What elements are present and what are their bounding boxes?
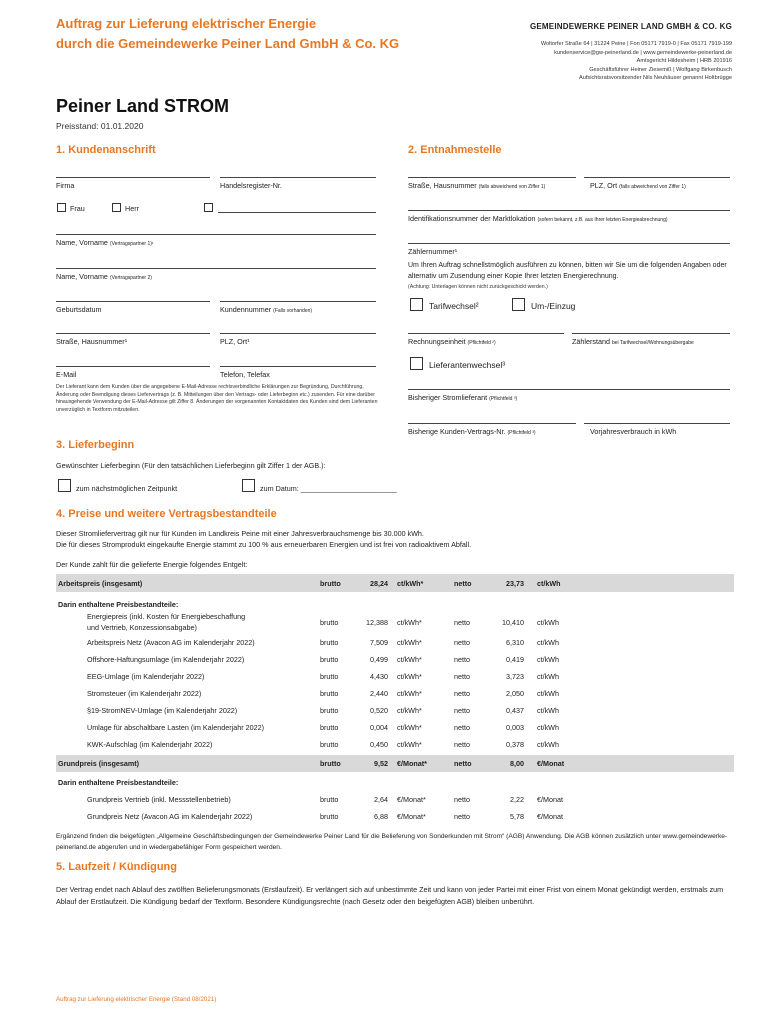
netto-value: 0,378 [506, 740, 524, 749]
herr-label: Herr [125, 204, 139, 213]
brutto-unit: €/Monat* [397, 812, 426, 821]
netto-value: 0,419 [506, 655, 524, 664]
component-label: Offshore-Haftungsumlage (im Kalenderjahr 2022) [87, 655, 245, 664]
netto-unit: ct/kWh [537, 740, 559, 749]
frau-checkbox[interactable] [57, 203, 66, 212]
component-label-line2: und Vertrieb, Konzessionsabgabe) [87, 623, 197, 632]
plz2-label: PLZ, Ort (falls abweichend von Ziffer 1) [590, 181, 686, 190]
component-label: Arbeitspreis Netz (Avacon AG im Kalenderjahr 2022) [87, 638, 255, 647]
company-address: Woltorfer Straße 64 | 31224 Peine | Fon 05171 7919-0 | Fax 05171 7919-199 kundenservice@gw-peinerland.de | www.gemeindewerke-peinerland.de Amtsgericht Hildesheim | HRB 201916 Geschäftsführer Heiner Ziesemiß | Wolfgang Birkenbusch Aufsichtsratsvorsitzender Nils Neuhäuser genannt Holtbrügge [540, 41, 732, 82]
firma-field[interactable] [56, 177, 210, 178]
kundenvertrag-field[interactable] [408, 423, 576, 424]
zaehlerstand-field[interactable] [572, 333, 730, 334]
brutto-label: brutto [320, 706, 339, 715]
netto-unit: ct/kWh [537, 689, 559, 698]
other-salutation-checkbox[interactable] [204, 203, 213, 212]
lieferantenwechsel-label: Lieferantenwechsel³ [429, 360, 506, 370]
brutto-unit: ct/kWh* [397, 689, 422, 698]
netto-value: 10,410 [502, 618, 524, 627]
vorjahresverbrauch-field[interactable] [584, 423, 730, 424]
other-salutation-field[interactable] [218, 212, 376, 213]
netto-unit: €/Monat [537, 812, 563, 821]
section-4-heading: 4. Preise und weitere Vertragsbestandteile [56, 508, 277, 520]
netto-value: 0,003 [506, 723, 524, 732]
handelsregister-label: Handelsregister-Nr. [220, 181, 282, 190]
meter-info-text: Um Ihren Auftrag schnellstmöglich ausführen zu können, bitten wir Sie um die folgenden Angaben oder alternativ um Zusendung einer Kopie Ihrer letzten Energierechnung. [408, 262, 727, 280]
brutto-value: 12,388 [366, 618, 388, 627]
netto-value: 2,050 [506, 689, 524, 698]
plz2-field[interactable] [584, 177, 730, 178]
netto-label: netto [454, 706, 470, 715]
brutto-value: 6,88 [374, 812, 388, 821]
netto-unit: ct/kWh [537, 723, 559, 732]
component-label: Stromsteuer (im Kalenderjahr 2022) [87, 689, 202, 698]
grundpreis-row: Grundpreis (insgesamt) brutto 9,52 €/Monat* netto 8,00 €/Monat [56, 755, 734, 772]
vorjahresverbrauch-label: Vorjahresverbrauch in kWh [590, 427, 677, 436]
brutto-unit: ct/kWh* [397, 706, 422, 715]
preise-text-3: Der Kunde zahlt für die gelieferte Energie folgendes Entgelt: [56, 560, 248, 569]
frau-label: Frau [70, 204, 85, 213]
firma-label: Firma [56, 181, 75, 190]
naechstmoeglich-checkbox[interactable] [58, 479, 71, 492]
section-3-heading: 3. Lieferbeginn [56, 439, 135, 451]
brutto-value: 4,430 [370, 672, 388, 681]
tarifwechsel-checkbox[interactable] [410, 298, 423, 311]
brutto-label: brutto [320, 672, 339, 681]
marktlokation-field[interactable] [408, 210, 730, 211]
brutto-label: brutto [320, 723, 339, 732]
brutto-value: 7,509 [370, 638, 388, 647]
section-2-heading: 2. Entnahmestelle [408, 144, 502, 156]
zaehlerstand-label: Zählerstand bei Tarifwechsel/Wohnungsübergabe [572, 337, 694, 346]
brutto-label: brutto [320, 812, 339, 821]
brutto-unit: €/Monat* [397, 795, 426, 804]
email-legal-note: Der Lieferant kann dem Kunden über die angegebene E-Mail-Adresse rechtsverbindliche Erklärungen zur Begründung, Durchführung, Änderung oder Beendigung dieses Liefervertrags (z. B. Mitteilungen über den Vertrags- oder Lieferbeginn etc.) zusenden. Für eine darüber hinausgehende Verwendung der E-Mail-Adresse gilt Ziffer 8. Änderungen der vorgenannten Kontaktdaten des Kunden sind dem Lieferanten unverzüglich in Textform mitzuteilen. [56, 384, 378, 413]
netto-label: netto [454, 740, 470, 749]
price-component-row [56, 672, 734, 689]
rechnungseinheit-label: Rechnungseinheit (Pflichtfeld ²) [408, 337, 496, 346]
preise-text-2: Die für dieses Stromprodukt eingekaufte Energie stammt zu 100 % aus erneuerbaren Energien und ist frei von radioaktivem Abfall. [56, 540, 472, 549]
zaehlernummer-label: Zählernummer¹ [408, 247, 458, 256]
component-label: KWK-Aufschlag (im Kalenderjahr 2022) [87, 740, 213, 749]
naechstmoeglich-label: zum nächstmöglichen Zeitpunkt [76, 484, 178, 493]
strasse2-field[interactable] [408, 177, 576, 178]
document-title-line1: Auftrag zur Lieferung elektrischer Energie [56, 16, 317, 31]
netto-value: 2,22 [510, 795, 524, 804]
netto-unit: ct/kWh [537, 706, 559, 715]
umzug-label: Um-/Einzug [531, 301, 576, 311]
brutto-value: 0,004 [370, 723, 388, 732]
netto-label: netto [454, 689, 470, 698]
netto-label: netto [454, 812, 470, 821]
brutto-unit: ct/kWh* [397, 655, 422, 664]
laufzeit-text: Der Vertrag endet nach Ablauf des zwölften Belieferungsmonats (Erstlaufzeit). Er verlängert sich auf unbestimmte Zeit und kann von jeder Partei mit einer Frist von einem Monat gekündigt werden, erstmals zum Ablauf der Erstlaufzeit. Die Kündigung bedarf der Textform. Besondere Kündigungsrechte (nach Gesetz oder den beigefügten AGB) bleiben unberührt. [56, 885, 724, 906]
footer-text: Auftrag zur Lieferung elektrischer Energie (Stand 08/2021) [56, 996, 217, 1003]
bisheriger-lieferant-label: Bisheriger Stromlieferant (Pflichtfeld ³) [408, 393, 518, 402]
price-date: Preisstand: 01.01.2020 [56, 121, 144, 131]
kundennummer-label: Kundennummer (Falls vorhanden) [220, 305, 313, 314]
component-label: Energiepreis (inkl. Kosten für Energiebeschaffung [87, 612, 246, 621]
brutto-label: brutto [320, 689, 339, 698]
netto-label: netto [454, 638, 470, 647]
price-component-row [56, 655, 734, 672]
plz1-label: PLZ, Ort¹ [220, 337, 250, 346]
brutto-value: 0,450 [370, 740, 388, 749]
brutto-unit: ct/kWh* [397, 672, 422, 681]
preise-text-1: Dieser Stromliefervertrag gilt nur für Kunden im Landkreis Peine mit einer Jahresverbrauchsmenge bis 30.000 kWh. [56, 529, 424, 538]
brutto-label: brutto [320, 655, 339, 664]
brutto-label: brutto [320, 795, 339, 804]
company-name: GEMEINDEWERKE PEINER LAND GMBH & CO. KG [529, 22, 732, 31]
marktlokation-label: Identifikationsnummer der Marktlokation (sofern bekannt, z.B. aus Ihrer letzten Energieabrechnung) [408, 214, 668, 223]
netto-label: netto [454, 795, 470, 804]
darin-heading-1: Darin enthaltene Preisbestandteile: [58, 600, 179, 609]
price-component-row [56, 706, 734, 723]
document-title-line2: durch die Gemeindewerke Peiner Land GmbH & Co. KG [56, 36, 400, 51]
lieferbeginn-text: Gewünschter Lieferbeginn (Für den tatsächlichen Lieferbeginn gilt Ziffer 1 der AGB.): [56, 461, 326, 470]
price-component-row [56, 723, 734, 740]
brutto-unit: ct/kWh* [397, 740, 422, 749]
kundenvertrag-label: Bisherige Kunden-Vertrags-Nr. (Pflichtfeld ³) [408, 427, 536, 436]
component-label: EEG-Umlage (im Kalenderjahr 2022) [87, 672, 205, 681]
name2-field[interactable] [56, 268, 376, 269]
strasse1-label: Straße, Hausnummer¹ [56, 337, 128, 346]
arbeitspreis-row: Arbeitspreis (insgesamt) brutto 28,24 ct/kWh* netto 23,73 ct/kWh [56, 574, 734, 592]
kundennummer-field[interactable] [220, 301, 376, 302]
datum-label[interactable]: zum Datum: ________________________ [260, 484, 397, 493]
name1-field[interactable] [56, 234, 376, 235]
component-label: §19-StromNEV-Umlage (im Kalenderjahr 2022) [87, 706, 238, 715]
telefon-label: Telefon, Telefax [220, 370, 270, 379]
netto-value: 0,437 [506, 706, 524, 715]
component-label: Grundpreis Vertrieb (inkl. Messstellenbetrieb) [87, 795, 231, 804]
netto-unit: ct/kWh [537, 618, 559, 627]
zaehlernummer-field[interactable] [408, 243, 730, 244]
brutto-unit: ct/kWh* [397, 723, 422, 732]
price-component-row [56, 638, 734, 655]
section-5-heading: 5. Laufzeit / Kündigung [56, 861, 177, 873]
agb-text: Ergänzend finden die beigefügten „Allgemeine Geschäftsbedingungen der Gemeindewerke Peiner Land für die Belieferung von Sonderkunden mit Strom“ (AGB) Anwendung. Die AGB können zusätzlich unter www.gemeindewerke-peinerland.de abgerufen und in wiedergabefähiger Form gespeichert werden. [56, 833, 728, 851]
price-component-row [56, 795, 734, 812]
datum-checkbox[interactable] [242, 479, 255, 492]
brutto-value: 0,520 [370, 706, 388, 715]
brutto-unit: ct/kWh* [397, 638, 422, 647]
brutto-value: 2,64 [374, 795, 388, 804]
price-component-row [56, 812, 734, 829]
email-field[interactable] [56, 366, 210, 367]
netto-unit: ct/kWh [537, 672, 559, 681]
brutto-label: brutto [320, 740, 339, 749]
component-label: Grundpreis Netz (Avacon AG im Kalenderjahr 2022) [87, 812, 253, 821]
netto-label: netto [454, 618, 470, 627]
email-label: E-Mail [56, 370, 77, 379]
strasse2-label: Straße, Hausnummer (falls abweichend von Ziffer 1) [408, 181, 546, 190]
brutto-value: 0,499 [370, 655, 388, 664]
brutto-unit: ct/kWh* [397, 618, 422, 627]
brutto-value: 2,440 [370, 689, 388, 698]
geburtsdatum-field[interactable] [56, 301, 210, 302]
component-label: Umlage für abschaltbare Lasten (im Kalenderjahr 2022) [87, 723, 264, 732]
netto-label: netto [454, 672, 470, 681]
price-component-row [56, 612, 734, 634]
netto-value: 5,78 [510, 812, 524, 821]
netto-unit: ct/kWh [537, 638, 559, 647]
bisheriger-lieferant-field[interactable] [408, 389, 730, 390]
herr-checkbox[interactable] [112, 203, 121, 212]
darin-heading-2: Darin enthaltene Preisbestandteile: [58, 778, 179, 787]
meter-info-note: (Achtung: Unterlagen können nicht zurückgeschickt werden.) [408, 284, 548, 290]
netto-unit: €/Monat [537, 795, 563, 804]
product-name: Peiner Land STROM [56, 96, 230, 116]
name2-label: Name, Vorname (Vertragspartner 2) [56, 272, 152, 281]
plz1-field[interactable] [220, 333, 376, 334]
strasse1-field[interactable] [56, 333, 210, 334]
telefon-field[interactable] [220, 366, 376, 367]
brutto-label: brutto [320, 638, 339, 647]
tarifwechsel-label: Tarifwechsel² [429, 301, 479, 311]
netto-label: netto [454, 723, 470, 732]
brutto-label: brutto [320, 618, 339, 627]
lieferantenwechsel-checkbox[interactable] [410, 357, 423, 370]
geburtsdatum-label: Geburtsdatum [56, 305, 102, 314]
handelsregister-field[interactable] [220, 177, 376, 178]
netto-label: netto [454, 655, 470, 664]
section-1-heading: 1. Kundenanschrift [56, 144, 156, 156]
rechnungseinheit-field[interactable] [408, 333, 564, 334]
umzug-checkbox[interactable] [512, 298, 525, 311]
netto-unit: ct/kWh [537, 655, 559, 664]
netto-value: 3,723 [506, 672, 524, 681]
netto-value: 6,310 [506, 638, 524, 647]
price-component-row [56, 689, 734, 706]
name1-label: Name, Vorname (Vertragspartner 1)¹ [56, 238, 154, 247]
